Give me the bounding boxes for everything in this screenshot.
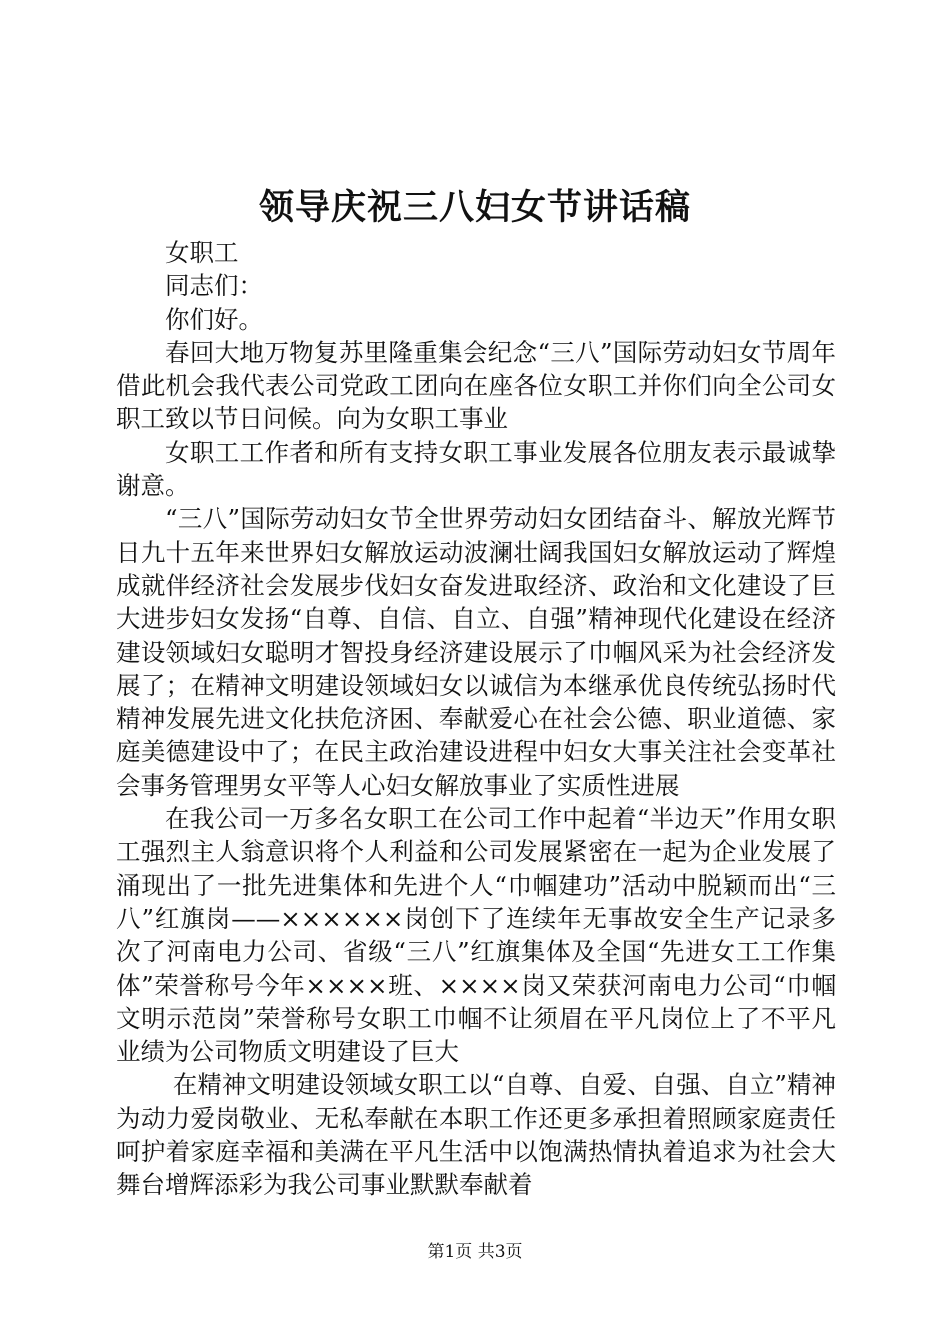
body-paragraph: 在我公司一万多名女职工在公司工作中起着“半边天”作用女职工强烈主人翁意识将个人利益和公司发展紧密在一起为企业发展了涌现出了一批先进集体和先进个人“巾帼建功”活动中脱颖而出“三八”红旗岗——××××××岗创下了连续年无事故安全生产记录多次了河南电力公司、省级“三八”红旗集体及全国“先进女工工作集体”荣誉称号今年××××班、××××岗又荣获河南电力公司“巾帼文明示范岗”荣誉称号女职工巾帼不让须眉在平凡岗位上了不平凡业绩为公司物质文明建设了巨大	[116, 804, 836, 1067]
greeting-line: 你们好。	[165, 304, 263, 334]
salutation-line: 同志们：	[165, 271, 263, 301]
body-paragraph: 春回大地万物复苏里隆重集会纪念“三八”国际劳动妇女节周年借此机会我代表公司党政工团向在座各位女职工并你们向全公司女职工致以节日问候。向为女职工事业	[116, 337, 836, 434]
body-paragraph: 在精神文明建设领域女职工以“自尊、自爱、自强、自立”精神为动力爱岗敬业、无私奉献在本职工作还更多承担着照顾家庭责任呵护着家庭幸福和美满在平凡生活中以饱满热情执着追求为社会大舞台增辉添彩为我公司事业默默奉献着	[116, 1070, 836, 1200]
body-paragraph: 女职工工作者和所有支持女职工事业发展各位朋友表示最诚挚谢意。	[116, 437, 836, 501]
document-body	[116, 236, 836, 1202]
salutation-line: 女职工	[165, 238, 239, 267]
body-paragraph: “三八”国际劳动妇女节全世界劳动妇女团结奋斗、解放光辉节日九十五年来世界妇女解放运动波澜壮阔我国妇女解放运动了辉煌成就伴经济社会发展步伐妇女奋发进取经济、政治和文化建设了巨大进步妇女发扬“自尊、自信、自立、自强”精神现代化建设在经济建设领域妇女聪明才智投身经济建设展示了巾帼风采为社会经济发展了；在精神文明建设领域妇女以诚信为本继承优良传统弘扬时代精神发展先进文化扶危济困、奉献爱心在社会公德、职业道德、家庭美德建设中了；在民主政治建设进程中妇女大事关注社会变革社会事务管理男女平等人心妇女解放事业了实质性进展	[116, 504, 836, 800]
document-title: 领导庆祝三八妇女节讲话稿	[258, 187, 691, 228]
page-footer: 第1页 共3页	[427, 1242, 523, 1262]
